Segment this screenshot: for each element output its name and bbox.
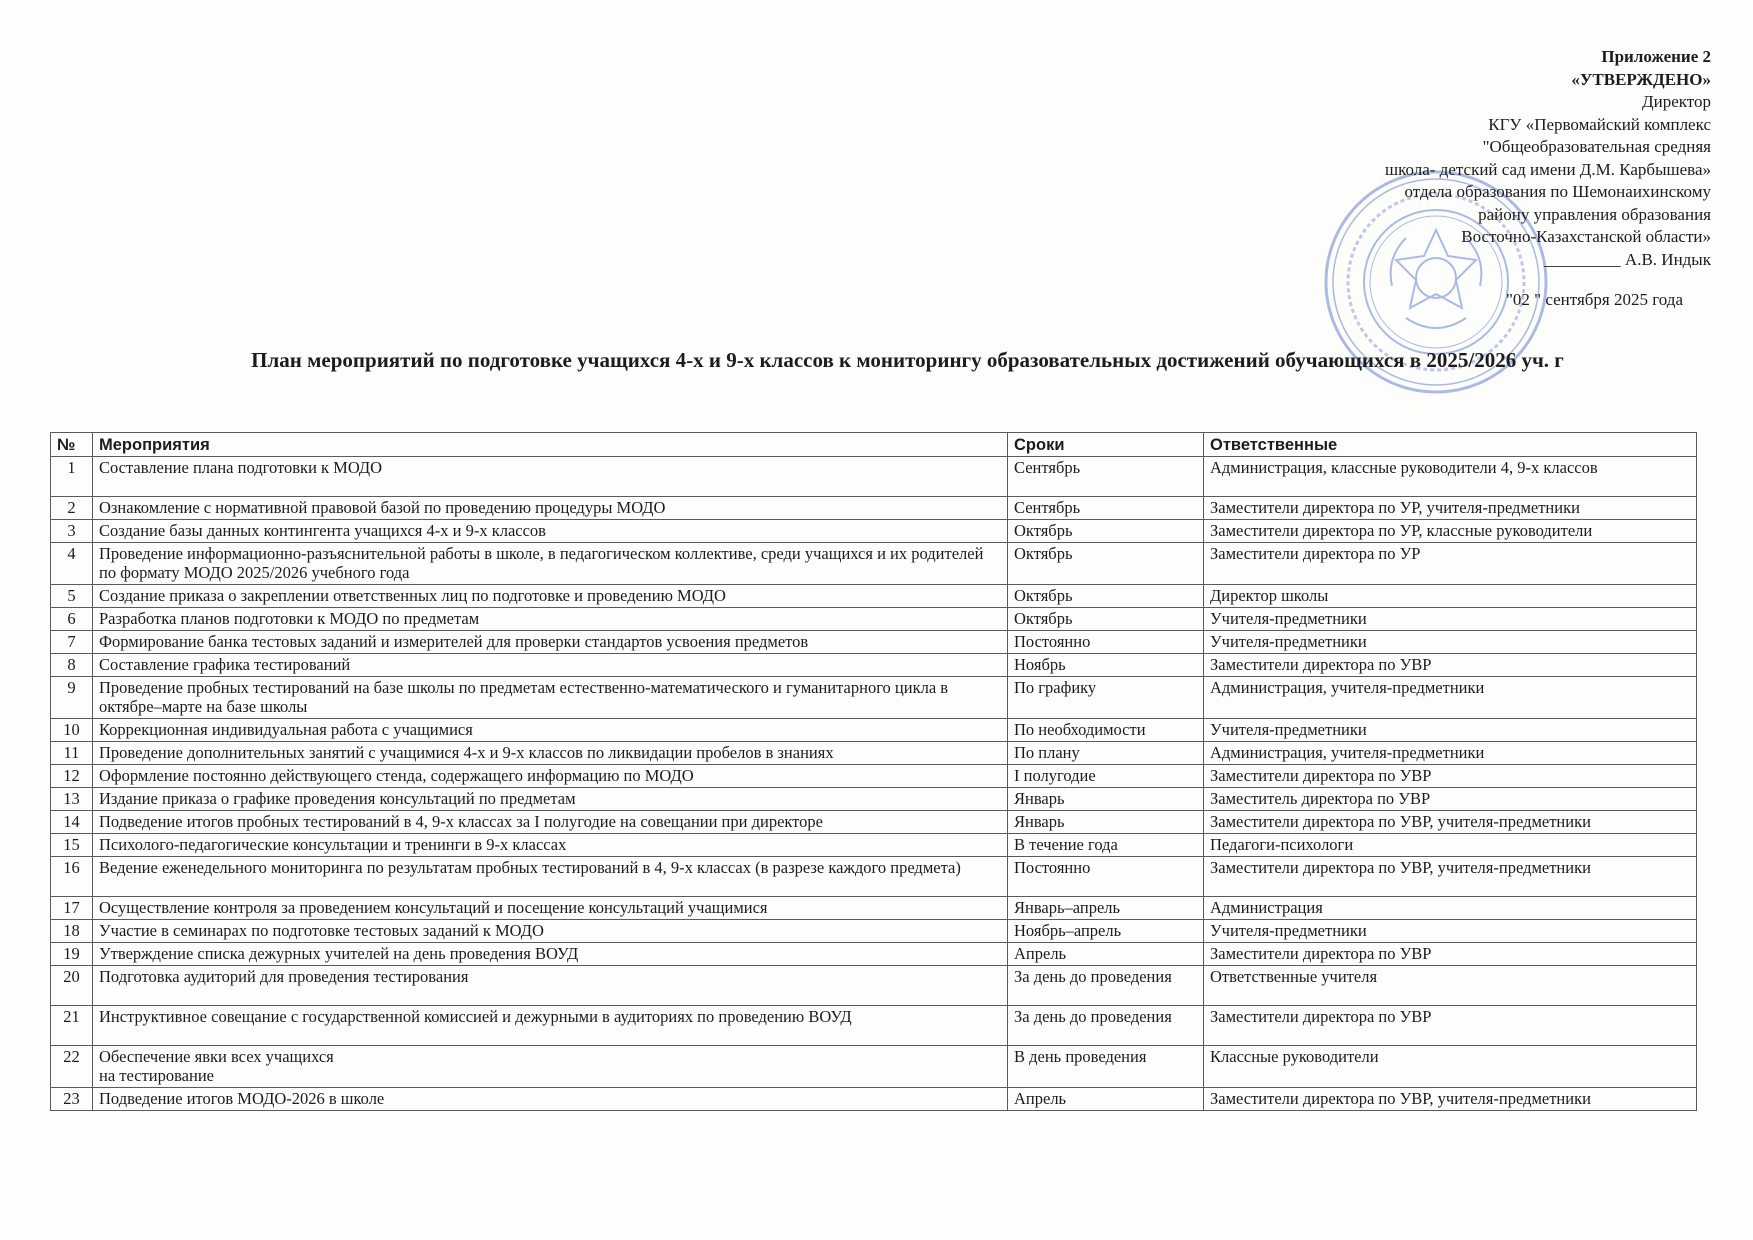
row-term: Сентябрь [1008, 457, 1204, 497]
row-responsible: Заместители директора по УВР, учителя-предметники [1204, 1088, 1697, 1111]
row-number: 17 [51, 897, 93, 920]
row-responsible: Заместители директора по УР, классные руководители [1204, 520, 1697, 543]
table-row [51, 1088, 1697, 1111]
row-responsible: Администрация, учителя-предметники [1204, 677, 1697, 719]
director-signature-line: _________ А.В. Индык [1544, 249, 1711, 269]
row-number: 3 [51, 520, 93, 543]
table-row [51, 897, 1697, 920]
table-row [51, 742, 1697, 765]
header-event: Мероприятия [93, 433, 1008, 457]
row-responsible: Ответственные учителя [1204, 966, 1697, 1006]
row-number: 11 [51, 742, 93, 765]
row-event: Подготовка аудиторий для проведения тестирования [93, 966, 1008, 1006]
row-number: 5 [51, 585, 93, 608]
row-number: 19 [51, 943, 93, 966]
table-row [51, 719, 1697, 742]
table-row [51, 677, 1697, 719]
row-term: По плану [1008, 742, 1204, 765]
row-responsible: Администрация, учителя-предметники [1204, 742, 1697, 765]
row-term: За день до проведения [1008, 966, 1204, 1006]
row-term: Постоянно [1008, 631, 1204, 654]
table-body [51, 457, 1697, 1111]
row-event: Подведение итогов МОДО-2026 в школе [93, 1088, 1008, 1111]
table-row [51, 631, 1697, 654]
row-event: Создание приказа о закреплении ответственных лиц по подготовке и проведению МОДО [93, 585, 1008, 608]
row-term: Апрель [1008, 1088, 1204, 1111]
row-event: Разработка планов подготовки к МОДО по предметам [93, 608, 1008, 631]
table-row [51, 520, 1697, 543]
row-responsible: Заместители директора по УВР, учителя-предметники [1204, 811, 1697, 834]
row-responsible: Заместители директора по УВР, учителя-предметники [1204, 857, 1697, 897]
table-row [51, 1006, 1697, 1046]
header-term: Сроки [1008, 433, 1204, 457]
row-responsible: Заместители директора по УВР [1204, 943, 1697, 966]
row-event: Инструктивное совещание с государственной комиссией и дежурными в аудиториях по проведению ВОУД [93, 1006, 1008, 1046]
row-term: По графику [1008, 677, 1204, 719]
row-responsible: Администрация [1204, 897, 1697, 920]
row-term: Ноябрь [1008, 654, 1204, 677]
row-responsible: Учителя-предметники [1204, 920, 1697, 943]
table-row [51, 654, 1697, 677]
approval-line: "Общеобразовательная средняя [1482, 137, 1711, 156]
header-number: № [51, 433, 93, 457]
approval-line: школа- детский сад имени Д.М. Карбышева» [1384, 159, 1711, 179]
row-number: 22 [51, 1046, 93, 1088]
approval-line: Восточно-Казахстанской области» [1461, 227, 1711, 246]
row-event: Составление плана подготовки к МОДО [93, 457, 1008, 497]
row-number: 4 [51, 543, 93, 585]
row-event: Осуществление контроля за проведением консультаций и посещение консультаций учащимися [93, 897, 1008, 920]
row-event: Проведение дополнительных занятий с учащимися 4-х и 9-х классов по ликвидации пробелов в знаниях [93, 742, 1008, 765]
row-term: Октябрь [1008, 543, 1204, 585]
table-row [51, 543, 1697, 585]
approval-line: КГУ «Первомайский комплекс [1488, 114, 1711, 134]
table-row [51, 943, 1697, 966]
row-event: Психолого-педагогические консультации и тренинги в 9-х классах [93, 834, 1008, 857]
row-term: Ноябрь–апрель [1008, 920, 1204, 943]
row-term: I полугодие [1008, 765, 1204, 788]
row-number: 8 [51, 654, 93, 677]
row-event: Ведение еженедельного мониторинга по результатам пробных тестирований в 4, 9-х классах (в разрезе каждого предмета) [93, 857, 1008, 897]
row-event: Издание приказа о графике проведения консультаций по предметам [93, 788, 1008, 811]
table-row [51, 788, 1697, 811]
table-row [51, 966, 1697, 1006]
row-term: По необходимости [1008, 719, 1204, 742]
row-event: Ознакомление с нормативной правовой базой по проведению процедуры МОДО [93, 497, 1008, 520]
row-responsible: Заместители директора по УР [1204, 543, 1697, 585]
row-term: Январь–апрель [1008, 897, 1204, 920]
row-number: 21 [51, 1006, 93, 1046]
plan-table [50, 432, 1697, 1111]
row-number: 23 [51, 1088, 93, 1111]
row-responsible: Классные руководители [1204, 1046, 1697, 1088]
row-responsible: Заместители директора по УВР [1204, 765, 1697, 788]
table-row [51, 1046, 1697, 1088]
row-number: 13 [51, 788, 93, 811]
row-number: 2 [51, 497, 93, 520]
row-term: Октябрь [1008, 520, 1204, 543]
row-number: 12 [51, 765, 93, 788]
row-term: За день до проведения [1008, 1006, 1204, 1046]
approval-line: Директор [1642, 92, 1711, 111]
row-number: 1 [51, 457, 93, 497]
approval-line: отдела образования по Шемонаихинскому [1404, 182, 1711, 201]
row-event: Оформление постоянно действующего стенда, содержащего информацию по МОДО [93, 765, 1008, 788]
row-responsible: Заместители директора по УВР [1204, 1006, 1697, 1046]
row-term: Сентябрь [1008, 497, 1204, 520]
approved-label: «УТВЕРЖДЕНО» [1571, 69, 1711, 89]
table-row [51, 834, 1697, 857]
row-event: Обеспечение явки всех учащихся на тестирование [93, 1046, 1008, 1088]
table-row [51, 811, 1697, 834]
header-responsible: Ответственные [1204, 433, 1697, 457]
table-row [51, 457, 1697, 497]
row-event: Составление графика тестирований [93, 654, 1008, 677]
row-event: Подведение итогов пробных тестирований в 4, 9-х классах за I полугодие на совещании при директоре [93, 811, 1008, 834]
row-term: Январь [1008, 788, 1204, 811]
table-header-row [51, 433, 1697, 457]
row-responsible: Заместители директора по УВР [1204, 654, 1697, 677]
row-event: Участие в семинарах по подготовке тестовых заданий к МОДО [93, 920, 1008, 943]
row-term: Октябрь [1008, 585, 1204, 608]
row-event: Проведение информационно-разъяснительной работы в школе, в педагогическом коллективе, среди учащихся и их родителей по формату МОДО 2025/2026 учебного года [93, 543, 1008, 585]
table-row [51, 497, 1697, 520]
row-event: Проведение пробных тестирований на базе школы по предметам естественно-математического и гуманитарного цикла в октябре–марте на базе школы [93, 677, 1008, 719]
row-term: В день проведения [1008, 1046, 1204, 1088]
row-responsible: Администрация, классные руководители 4, 9-х классов [1204, 457, 1697, 497]
row-event: Формирование банка тестовых заданий и измерителей для проверки стандартов усвоения предметов [93, 631, 1008, 654]
row-number: 9 [51, 677, 93, 719]
row-event: Утверждение списка дежурных учителей на день проведения ВОУД [93, 943, 1008, 966]
row-responsible: Заместители директора по УР, учителя-предметники [1204, 497, 1697, 520]
row-number: 15 [51, 834, 93, 857]
approval-date: "02 " сентября 2025 года [1505, 290, 1683, 309]
row-term: Апрель [1008, 943, 1204, 966]
row-event: Создание базы данных контингента учащихся 4-х и 9-х классов [93, 520, 1008, 543]
row-responsible: Учителя-предметники [1204, 608, 1697, 631]
row-number: 18 [51, 920, 93, 943]
row-term: Постоянно [1008, 857, 1204, 897]
table-row [51, 765, 1697, 788]
approval-block [1191, 46, 1711, 312]
document-title: План мероприятий по подготовке учащихся 4-х и 9-х классов к мониторингу образовательных достижений обучающихся в 2025/2026 уч. г [251, 348, 1564, 372]
row-number: 20 [51, 966, 93, 1006]
row-event: Коррекционная индивидуальная работа с учащимися [93, 719, 1008, 742]
table-row [51, 585, 1697, 608]
table-row [51, 920, 1697, 943]
row-term: Октябрь [1008, 608, 1204, 631]
row-responsible: Учителя-предметники [1204, 631, 1697, 654]
table-row [51, 857, 1697, 897]
row-number: 16 [51, 857, 93, 897]
row-term: В течение года [1008, 834, 1204, 857]
row-responsible: Педагоги-психологи [1204, 834, 1697, 857]
row-responsible: Заместитель директора по УВР [1204, 788, 1697, 811]
row-number: 7 [51, 631, 93, 654]
approval-line: району управления образования [1478, 204, 1711, 224]
row-number: 14 [51, 811, 93, 834]
row-term: Январь [1008, 811, 1204, 834]
row-responsible: Учителя-предметники [1204, 719, 1697, 742]
table-row [51, 608, 1697, 631]
row-responsible: Директор школы [1204, 585, 1697, 608]
row-number: 6 [51, 608, 93, 631]
row-number: 10 [51, 719, 93, 742]
appendix-label: Приложение 2 [1601, 47, 1711, 66]
